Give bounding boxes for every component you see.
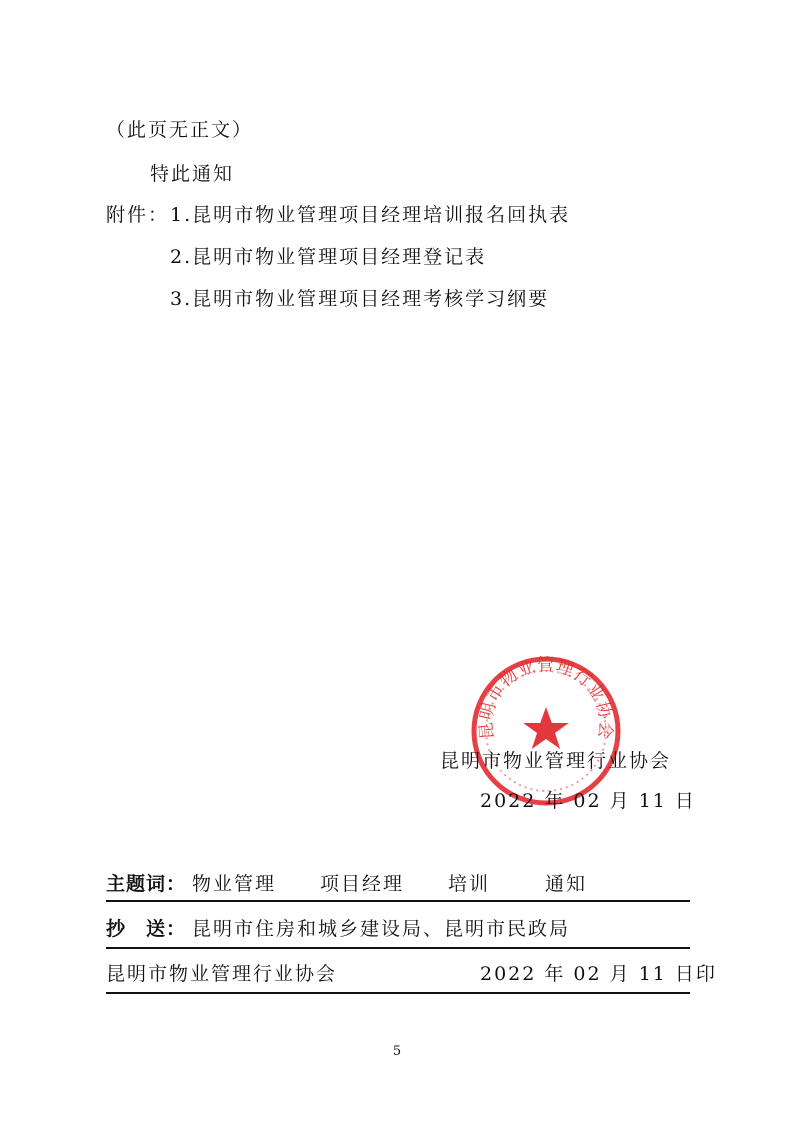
- seal-star-icon: [523, 707, 569, 749]
- seal-text: 昆明市物业管理行业协会: [476, 655, 616, 741]
- attachments-label: 附件：: [106, 204, 170, 226]
- printer-organization: 昆明市物业管理行业协会: [106, 963, 338, 985]
- keyword-4: 通知: [545, 873, 588, 895]
- print-date: 2022 年 02 月 11 日印: [480, 963, 717, 985]
- keyword-2: 项目经理: [320, 873, 405, 895]
- no-body-note: （此页无正文）: [106, 119, 254, 141]
- cc-label: 抄 送：: [106, 918, 187, 940]
- page-number: 5: [392, 1044, 402, 1059]
- signature-date: 2022 年 02 月 11 日: [480, 790, 696, 812]
- attachment-item-3: 3.昆明市物业管理项目经理考核学习纲要: [170, 288, 550, 310]
- footer-top-rule: [106, 900, 690, 902]
- closing-notice: 特此通知: [150, 163, 235, 185]
- cc-value: 昆明市住房和城乡建设局、昆明市民政局: [192, 918, 571, 940]
- footer-middle-rule: [106, 947, 690, 949]
- signature-organization: 昆明市物业管理行业协会: [440, 750, 672, 772]
- keywords-label: 主题词：: [106, 873, 187, 895]
- attachment-item-2: 2.昆明市物业管理项目经理登记表: [170, 246, 487, 268]
- keyword-1: 物业管理: [192, 873, 277, 895]
- footer-bottom-rule: [106, 992, 690, 994]
- keyword-3: 培训: [448, 873, 491, 895]
- official-seal: [470, 655, 622, 807]
- attachment-item-1: 1.昆明市物业管理项目经理培训报名回执表: [170, 204, 571, 226]
